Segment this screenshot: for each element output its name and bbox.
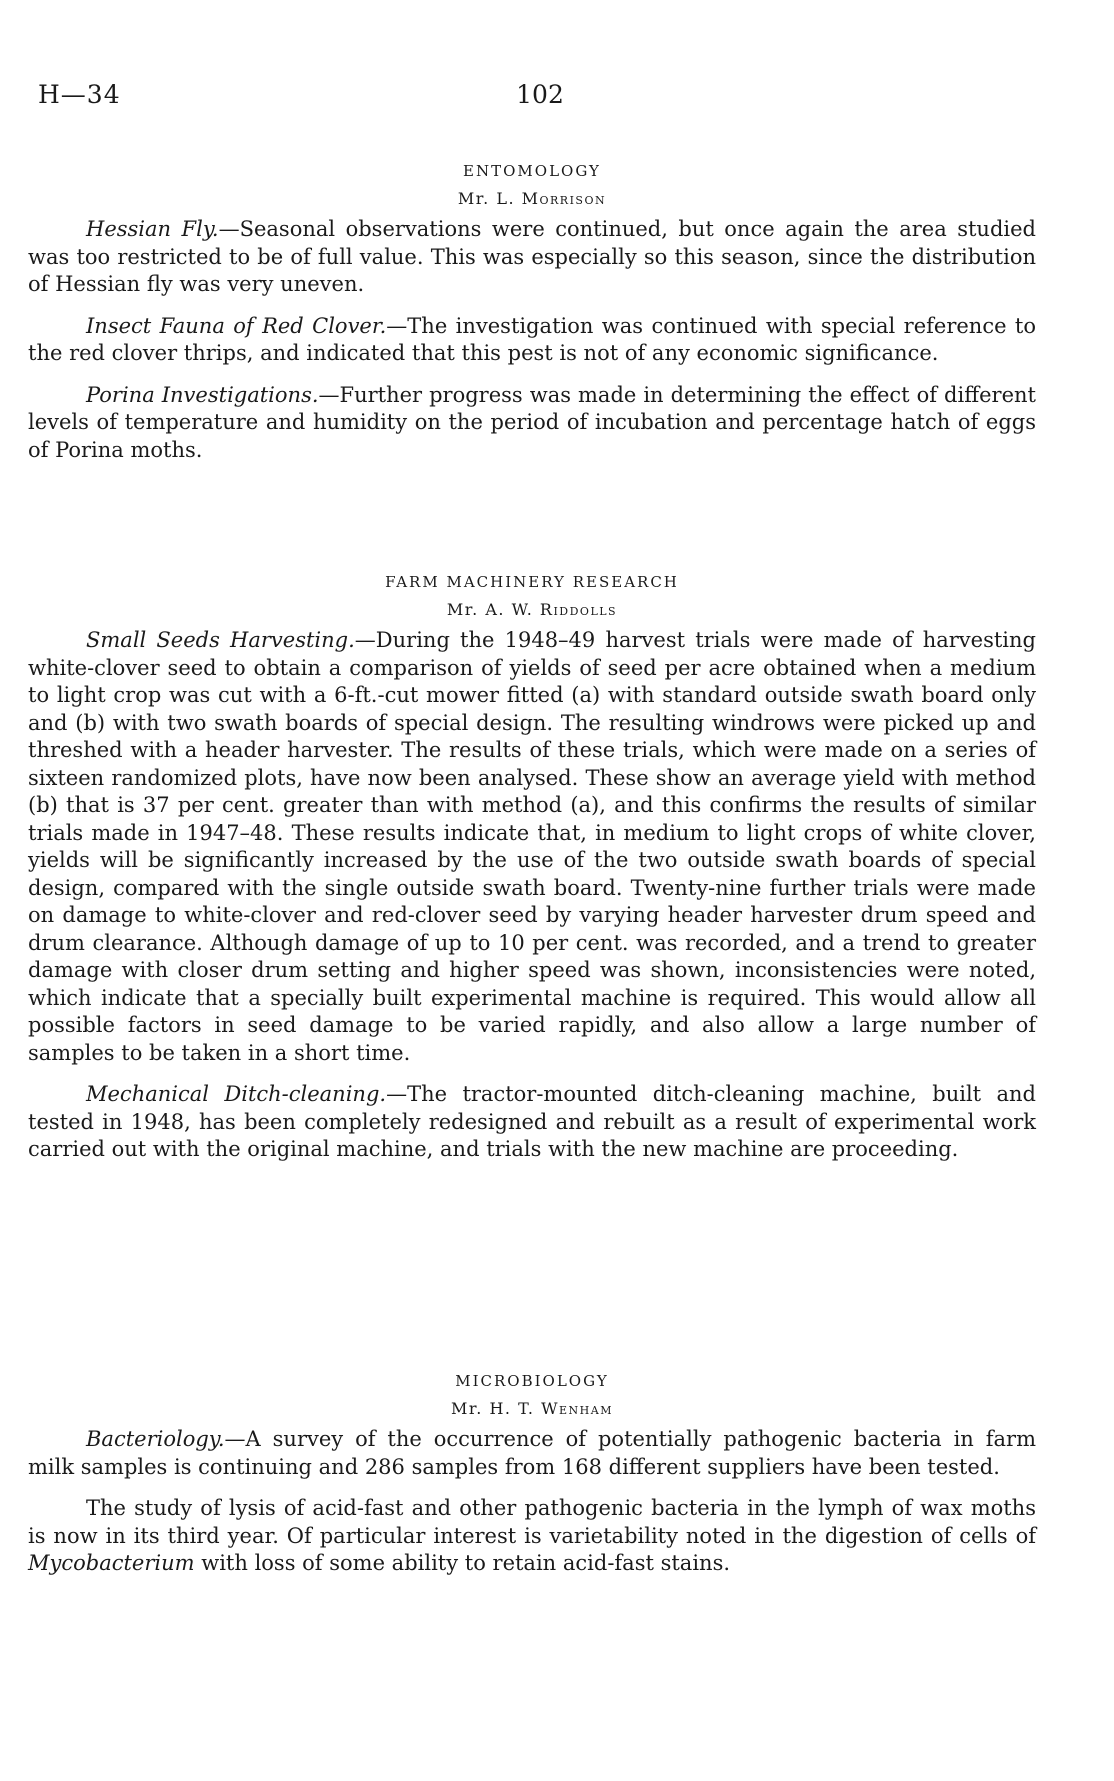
paragraph-text: —Further progress was made in determining the effect of different levels of temperature and humidity on the period of incubation and percentage hatch of eggs of Porina moths. bbox=[28, 382, 1036, 462]
paragraph-title: Insect Fauna of Red Clover. bbox=[86, 313, 387, 338]
paragraph-lysis-study bbox=[28, 1495, 1036, 1578]
section-entomology bbox=[28, 162, 1036, 478]
section-heading: ENTOMOLOGY bbox=[463, 162, 601, 180]
paragraph-title: Hessian Fly. bbox=[86, 217, 219, 241]
section-microbiology bbox=[28, 1372, 1036, 1592]
paragraph-title: Mechanical Ditch-cleaning. bbox=[86, 1082, 387, 1106]
section-heading: MICROBIOLOGY bbox=[455, 1372, 609, 1390]
author-name: Morrison bbox=[521, 189, 607, 208]
paragraph-title: Small Seeds Harvesting. bbox=[86, 628, 355, 652]
paragraph-title: Bacteriology. bbox=[86, 1427, 225, 1451]
section-author bbox=[28, 600, 1036, 619]
paragraph-title: Porina Investigations. bbox=[86, 382, 319, 407]
page-number: 102 bbox=[516, 80, 564, 109]
paragraph-text: —The investigation was continued with special reference to the red clover thrips, and indicated that this pest is not of any economic significance. bbox=[28, 313, 1036, 365]
paragraph-text: —The tractor-mounted ditch-cleaning machine, built and tested in 1948, has been completely redesigned and rebuilt as a result of experimental work carried out with the original machine, and trials with the new machine are proceeding. bbox=[28, 1082, 1036, 1161]
paragraph-ditch-cleaning bbox=[28, 1081, 1036, 1164]
author-prefix: Mr. H. T. bbox=[451, 1399, 535, 1418]
paragraph-hessian-fly bbox=[28, 216, 1036, 299]
paragraph-text: The study of lysis of acid-fast and other pathogenic bacteria in the lymph of wax moths is now in its third year. Of particular interest is varietability noted in the digestion of cells of bbox=[28, 1496, 1036, 1548]
author-prefix: Mr. L. bbox=[457, 189, 516, 208]
author-prefix: Mr. A. W. bbox=[446, 600, 534, 619]
section-author bbox=[28, 189, 1036, 208]
paragraph-insect-fauna bbox=[28, 313, 1036, 368]
section-heading: FARM MACHINERY RESEARCH bbox=[385, 573, 679, 591]
paragraph-text: —A survey of the occurrence of potentially pathogenic bacteria in farm milk samples is continuing and 286 samples from 168 different suppliers have been tested. bbox=[28, 1427, 1036, 1479]
author-name: Wenham bbox=[541, 1399, 613, 1418]
section-author bbox=[28, 1399, 1036, 1418]
section-farm-machinery bbox=[28, 573, 1036, 1178]
paragraph-bacteriology bbox=[28, 1426, 1036, 1481]
paragraph-text: with loss of some ability to retain acid-fast stains. bbox=[194, 1551, 731, 1575]
paragraph-text: —Seasonal observations were continued, but once again the area studied was too restricted to be of full value. This was especially so this season, since the distribution of Hessian fly was very uneven. bbox=[28, 217, 1036, 296]
paragraph-text: —During the 1948–49 harvest trials were made of harvesting white-clover seed to obtain a comparison of yields of seed per acre obtained when a medium to light crop was cut with a 6-ft.-cut mower fitted (a) with standard outside swath board only and (b) with two swath boards of special design. The resulting windrows were picked up and threshed with a header harvester. The results of these trials, which were made on a series of sixteen randomized plots, have now been analysed. These show an average yield with method (b) that is 37 per cent. greater than with method (a), and this confirms the results of similar trials made in 1947–48. These results indicate that, in medium to light crops of white clover, yields will be significantly increased by the use of the two outside swath boards of special design, compared with the single outside swath board. Twenty-nine further trials were made on damage to white-clover and red-clover seed by varying header harvester drum speed and drum clearance. Although damage of up to 10 per cent. was recorded, and a trend to greater damage with closer drum setting and higher speed was shown, inconsistencies were noted, which indicate that a specially built experimental machine is required. This would allow all possible factors in seed damage to be varied rapidly, and also allow a large number of samples to be taken in a short time. bbox=[28, 628, 1036, 1065]
species-name: Mycobacterium bbox=[28, 1551, 195, 1575]
page-code: H—34 bbox=[38, 80, 121, 109]
paragraph-porina bbox=[28, 382, 1036, 465]
paragraph-small-seeds bbox=[28, 627, 1036, 1067]
author-name: Riddolls bbox=[539, 600, 618, 619]
